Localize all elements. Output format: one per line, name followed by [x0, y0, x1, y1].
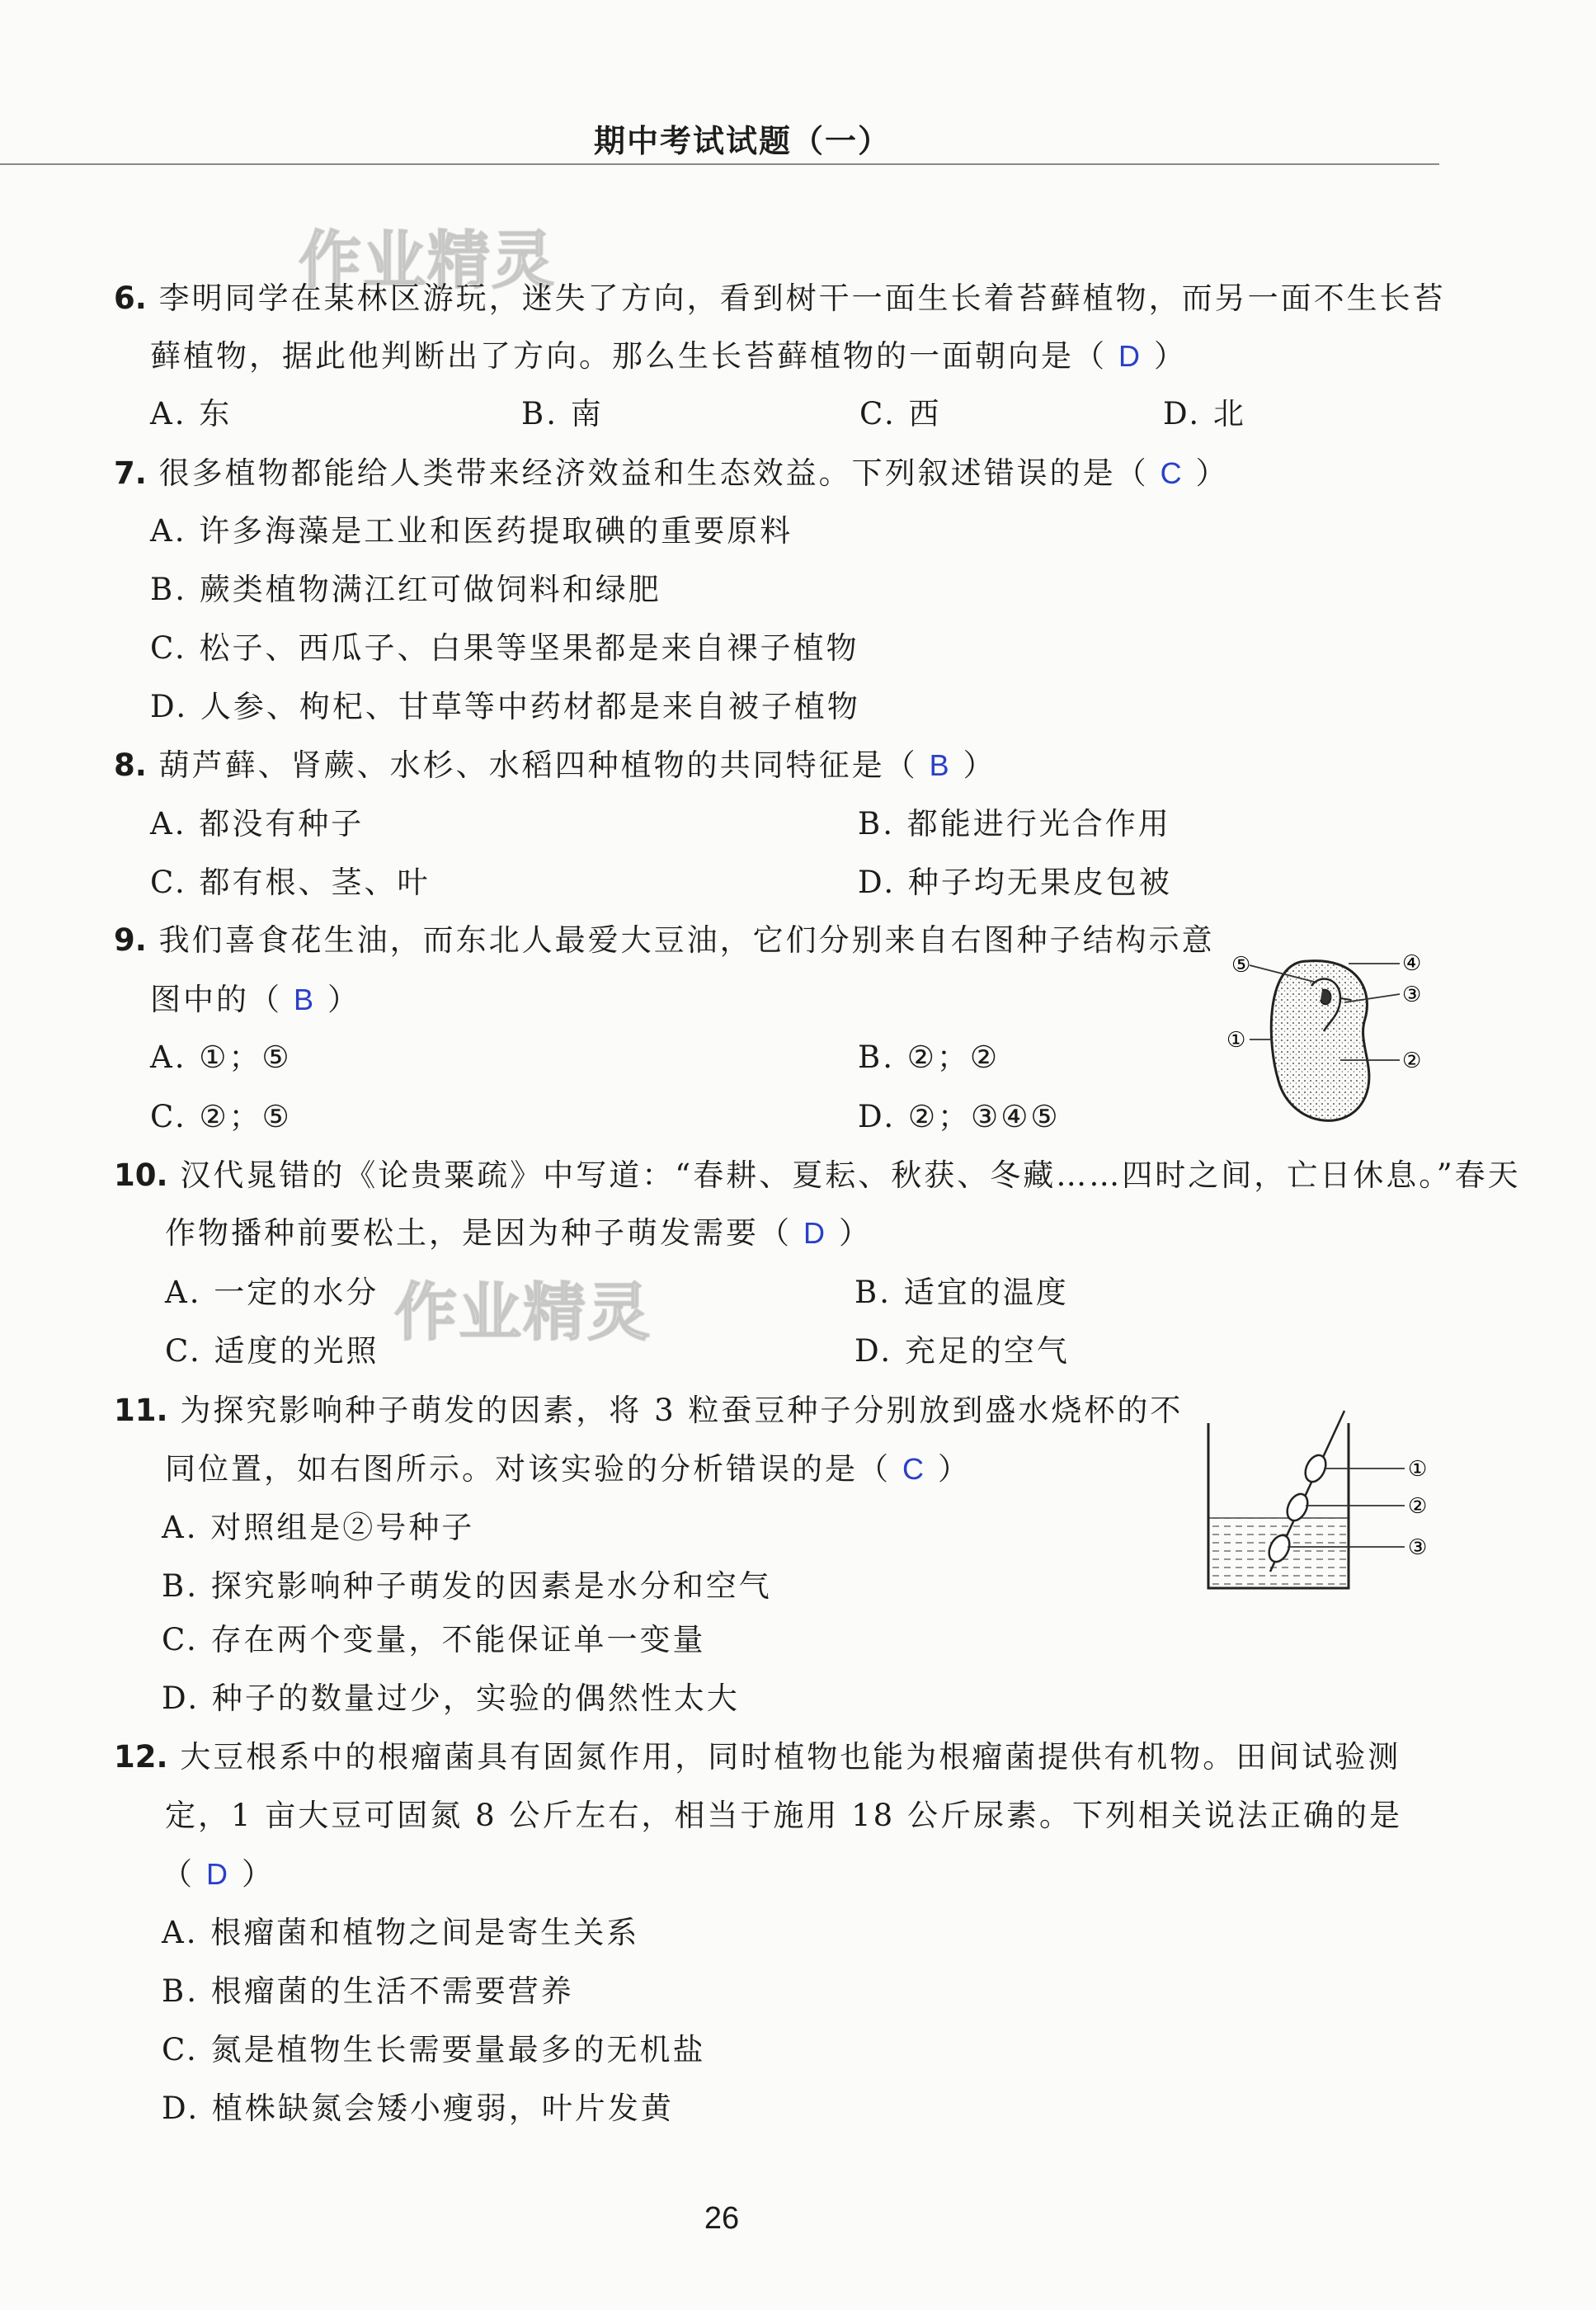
option-b: B. 适宜的温度: [854, 1275, 1069, 1310]
label-1: ①: [1408, 1457, 1428, 1482]
paren-close: ）: [327, 982, 361, 1017]
paren-close: ）: [938, 1451, 971, 1487]
label-3: ③: [1408, 1535, 1428, 1560]
option-a: A. 一定的水分: [165, 1275, 379, 1310]
question-9-stem-line2: [150, 982, 360, 1018]
option-a: A. ①；⑤: [150, 1040, 292, 1075]
option-b: B. 都能进行光合作用: [858, 806, 1171, 842]
option-b: B. ②；②: [858, 1040, 1000, 1075]
question-8-stem: [114, 747, 996, 784]
option-b: B. 根瘤菌的生活不需要营养: [162, 1973, 574, 2009]
option-c: C. 存在两个变量，不能保证单一变量: [162, 1622, 706, 1657]
answer-mark: D: [803, 1216, 827, 1250]
question-number: 12.: [114, 1739, 168, 1775]
question-text: 藓植物，据此他判断出了方向。那么生长苔藓植物的一面朝向是（: [150, 338, 1107, 374]
label-1: ①: [1226, 1028, 1246, 1053]
paren-close: ）: [963, 747, 996, 783]
seed-plumule: [1321, 990, 1330, 1005]
option-d: D. 植株缺氮会矮小瘦弱，叶片发黄: [162, 2091, 674, 2126]
answer-mark: C: [1160, 456, 1184, 490]
option-c: C. ②；⑤: [150, 1099, 292, 1134]
question-text: 同位置，如右图所示。对该实验的分析错误的是（: [165, 1451, 891, 1487]
option-c: C. 都有根、茎、叶: [150, 865, 431, 900]
option-a: A. 都没有种子: [150, 806, 365, 842]
option-d: D. 种子的数量过少，实验的偶然性太大: [162, 1681, 740, 1716]
question-12-stem-line3: [162, 1856, 275, 1893]
paren-close: ）: [839, 1215, 872, 1251]
option-d: D. 人参、枸杞、甘草等中药材都是来自被子植物: [150, 689, 860, 724]
question-7-stem: [114, 455, 1229, 492]
question-9-stem-line1: [114, 922, 1215, 959]
beaker-experiment-diagram: [1200, 1407, 1439, 1605]
question-text: 大豆根系中的根瘤菌具有固氮作用，同时植物也能为根瘤菌提供有机物。田间试验测: [180, 1739, 1401, 1775]
label-5: ⑤: [1231, 953, 1251, 978]
question-10-stem-line2: [165, 1215, 872, 1252]
option-a: A. 许多海藻是工业和医药提取碘的重要原料: [150, 513, 793, 549]
question-text: 图中的（: [150, 982, 282, 1017]
option-c: C. 松子、西瓜子、白果等坚果都是来自裸子植物: [150, 630, 859, 666]
header-divider: [0, 163, 1439, 165]
option-c: C. 适度的光照: [165, 1333, 379, 1369]
label-2: ②: [1402, 1049, 1422, 1073]
answer-mark: C: [902, 1452, 926, 1486]
option-c: C. 氮是植物生长需要量最多的无机盐: [162, 2032, 706, 2067]
question-6-stem-line1: [114, 280, 1446, 317]
question-text: 很多植物都能给人类带来经济效益和生态效益。下列叙述错误的是（: [158, 455, 1149, 491]
label-4: ④: [1402, 951, 1422, 976]
question-number: 10.: [114, 1157, 168, 1193]
question-12-stem-line1: [114, 1739, 1401, 1775]
watermark-logo: 作业精灵: [299, 224, 556, 297]
option-d: D. 北: [1163, 396, 1246, 431]
label-2: ②: [1408, 1494, 1428, 1519]
option-b: B. 南: [521, 396, 604, 431]
question-12-stem-line2: [165, 1798, 1402, 1834]
question-text: 定，1 亩大豆可固氮 8 公斤左右，相当于施用 18 公斤尿素。下列相关说法正确的是: [165, 1798, 1402, 1833]
question-number: 8.: [114, 747, 147, 783]
option-b: B. 蕨类植物满江红可做饲料和绿肥: [150, 572, 661, 607]
question-text: 李明同学在某林区游玩，迷失了方向，看到树干一面生长着苔藓植物，而另一面不生长苔: [158, 280, 1446, 316]
option-d: D. 充足的空气: [854, 1333, 1070, 1369]
option-a: A. 对照组是②号种子: [162, 1510, 475, 1545]
question-number: 7.: [114, 455, 147, 491]
option-d: D. 种子均无果皮包被: [858, 865, 1172, 900]
answer-mark: B: [929, 748, 952, 782]
paren-close: ）: [1195, 455, 1229, 491]
question-6-stem-line2: [150, 338, 1187, 375]
label-3: ③: [1402, 983, 1422, 1007]
paren-open: （: [162, 1856, 195, 1892]
question-text: 葫芦藓、肾蕨、水杉、水稻四种植物的共同特征是（: [158, 747, 918, 783]
option-a: A. 根瘤菌和植物之间是寄生关系: [162, 1915, 640, 1950]
option-a: A. 东: [150, 396, 233, 431]
question-text: 作物播种前要松土，是因为种子萌发需要（: [165, 1215, 792, 1251]
option-d: D. ②；③④⑤: [858, 1099, 1061, 1134]
question-number: 9.: [114, 922, 147, 958]
seed-outline: [1271, 961, 1369, 1121]
answer-mark: D: [206, 1857, 230, 1891]
answer-mark: B: [294, 983, 317, 1016]
option-c: C. 西: [859, 396, 942, 431]
question-10-stem-line1: [114, 1157, 1521, 1194]
watermark-logo: 作业精灵: [394, 1275, 652, 1349]
bean-seed-diagram: [1217, 940, 1448, 1147]
paren-close: ）: [242, 1856, 275, 1892]
paren-close: ）: [1154, 338, 1187, 374]
question-text: 为探究影响种子萌发的因素，将 3 粒蚕豆种子分别放到盛水烧杯的不: [180, 1393, 1184, 1428]
question-11-stem-line1: [114, 1393, 1183, 1429]
question-number: 11.: [114, 1393, 168, 1428]
answer-mark: D: [1118, 339, 1142, 373]
question-text: 汉代晁错的《论贵粟疏》中写道：“春耕、夏耘、秋获、冬藏……四时之间，亡日休息。”春天: [180, 1157, 1521, 1193]
question-number: 6.: [114, 280, 147, 316]
page-number: 26: [704, 2201, 740, 2236]
page-header-title: 期中考试试题（一）: [593, 123, 891, 159]
option-b: B. 探究影响种子萌发的因素是水分和空气: [162, 1568, 772, 1604]
question-text: 我们喜食花生油，而东北人最爱大豆油，它们分别来自右图种子结构示意: [158, 922, 1215, 958]
question-11-stem-line2: [165, 1451, 971, 1487]
